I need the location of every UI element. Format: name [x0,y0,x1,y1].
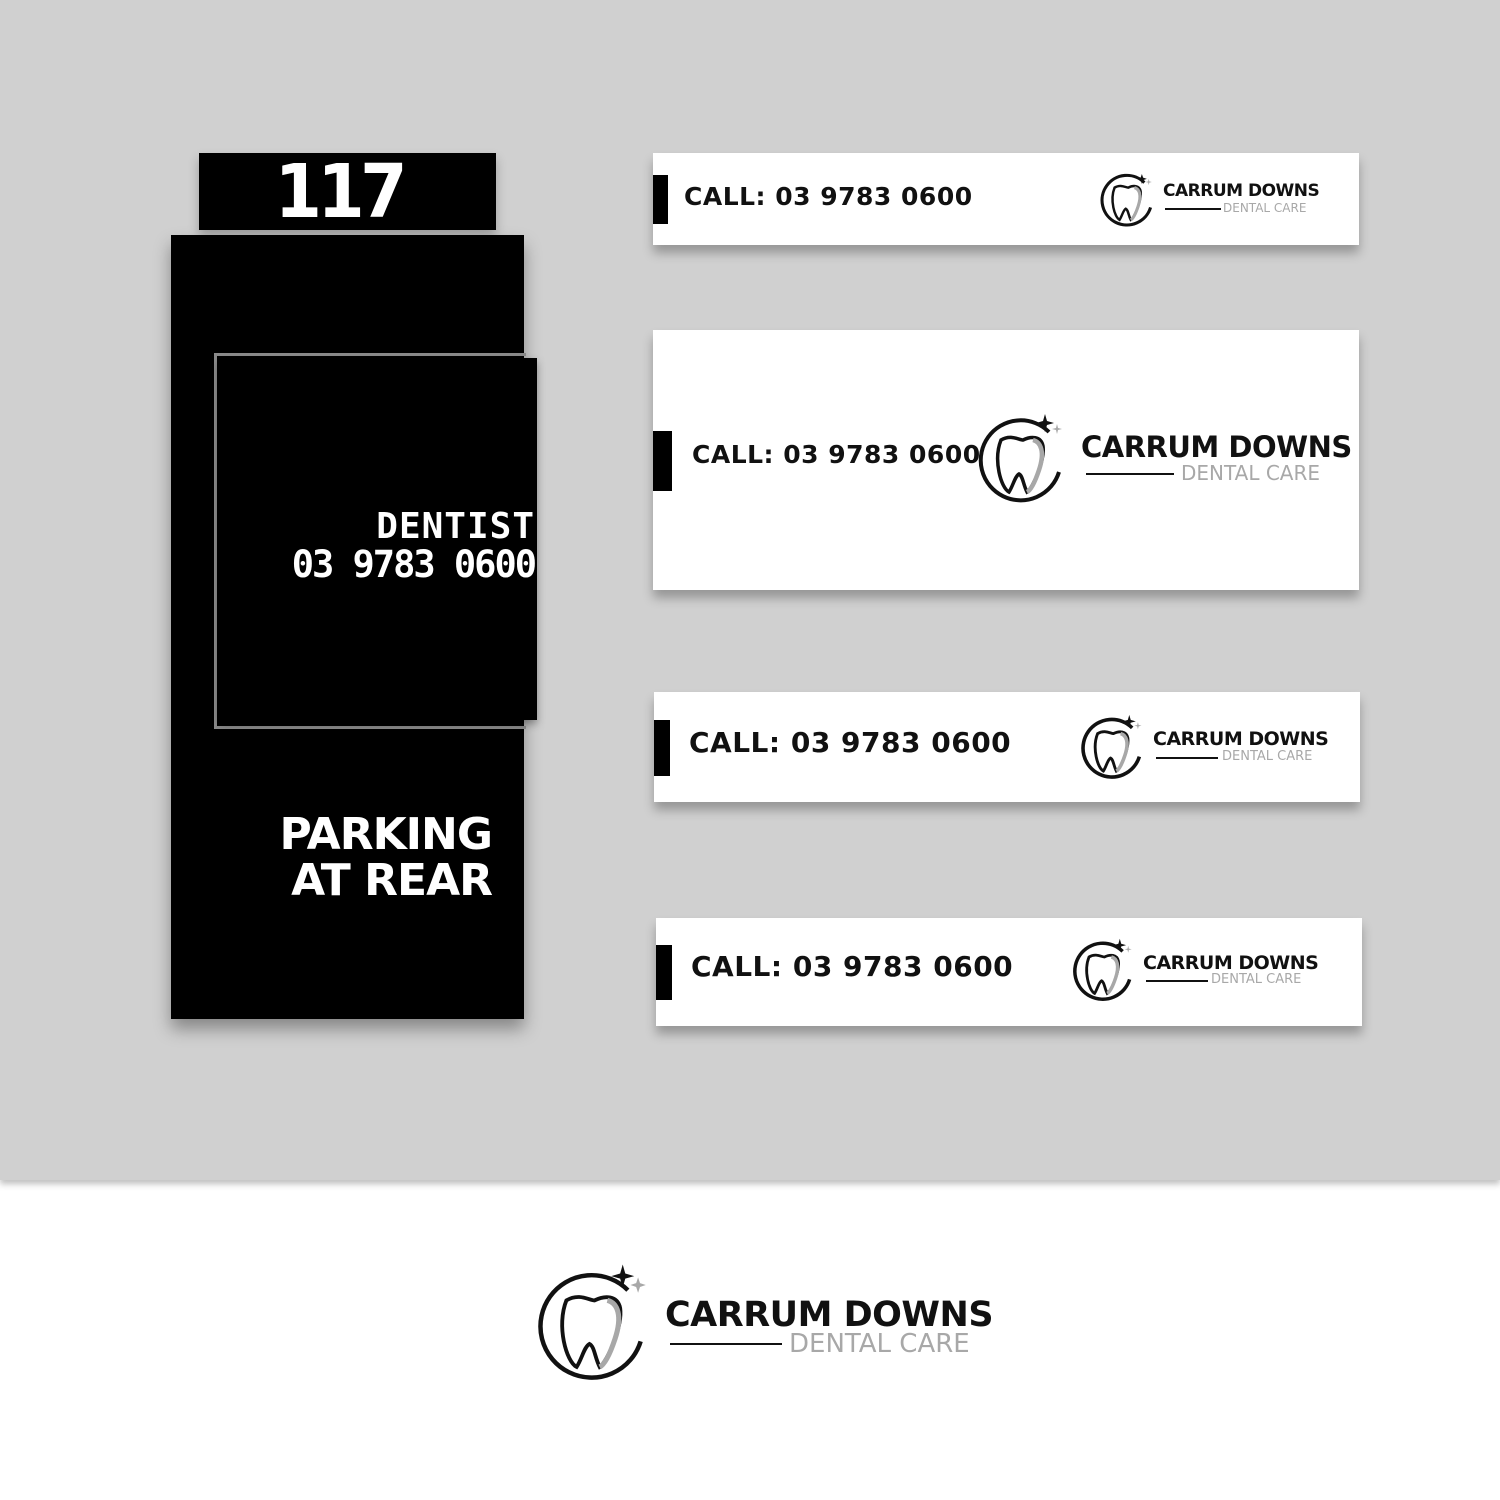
fascia-sign-4 [656,918,1362,1026]
accent-bar [656,945,672,1000]
dentist-text-block [225,508,535,585]
parking-line-2: AT REAR [291,855,492,907]
brand-name: CARRUM DOWNS [1143,952,1319,974]
logo-rule [1086,473,1174,475]
brand-tagline: DENTAL CARE [1211,972,1302,987]
main-brand-logo [528,1262,994,1392]
fascia-sign-3 [654,692,1360,802]
street-number: 117 [274,148,403,235]
brand-logo [1076,712,1336,784]
logo-rule [1156,757,1218,759]
brand-logo [1068,936,1328,1008]
fascia-sign-2 [653,330,1359,590]
brand-name: CARRUM DOWNS [665,1295,994,1335]
parking-line-1: PARKING [279,809,492,860]
call-text: CALL: 03 9783 0600 [692,440,981,469]
street-number-plate [199,148,496,235]
call-text: CALL: 03 9783 0600 [689,726,1012,759]
dentist-phone: 03 9783 0600 [291,542,535,586]
brand-tagline: DENTAL CARE [1223,201,1307,215]
brand-tagline: DENTAL CARE [1222,749,1313,764]
logo-rule [1146,980,1208,982]
pylon-inset-panel [219,358,537,720]
tooth-logo-icon [1068,936,1138,1006]
tooth-logo-icon [528,1262,656,1390]
logo-rule [670,1343,782,1345]
logo-rule [1165,208,1221,210]
accent-bar [654,720,670,776]
brand-name: CARRUM DOWNS [1153,728,1329,750]
brand-logo [971,410,1352,510]
tooth-logo-icon [1096,169,1158,231]
call-text: CALL: 03 9783 0600 [691,950,1014,983]
fascia-sign-1 [653,153,1359,245]
accent-bar [653,431,672,491]
brand-name: CARRUM DOWNS [1081,430,1352,464]
parking-text-block [260,809,492,907]
accent-bar [653,175,668,224]
brand-tagline: DENTAL CARE [789,1329,970,1359]
tooth-logo-icon [1076,712,1148,784]
brand-tagline: DENTAL CARE [1181,461,1321,485]
call-text: CALL: 03 9783 0600 [684,182,973,211]
tooth-logo-icon [971,410,1071,510]
dentist-title: DENTIST [376,506,535,547]
brand-logo [1096,169,1320,231]
brand-name: CARRUM DOWNS [1163,181,1320,201]
